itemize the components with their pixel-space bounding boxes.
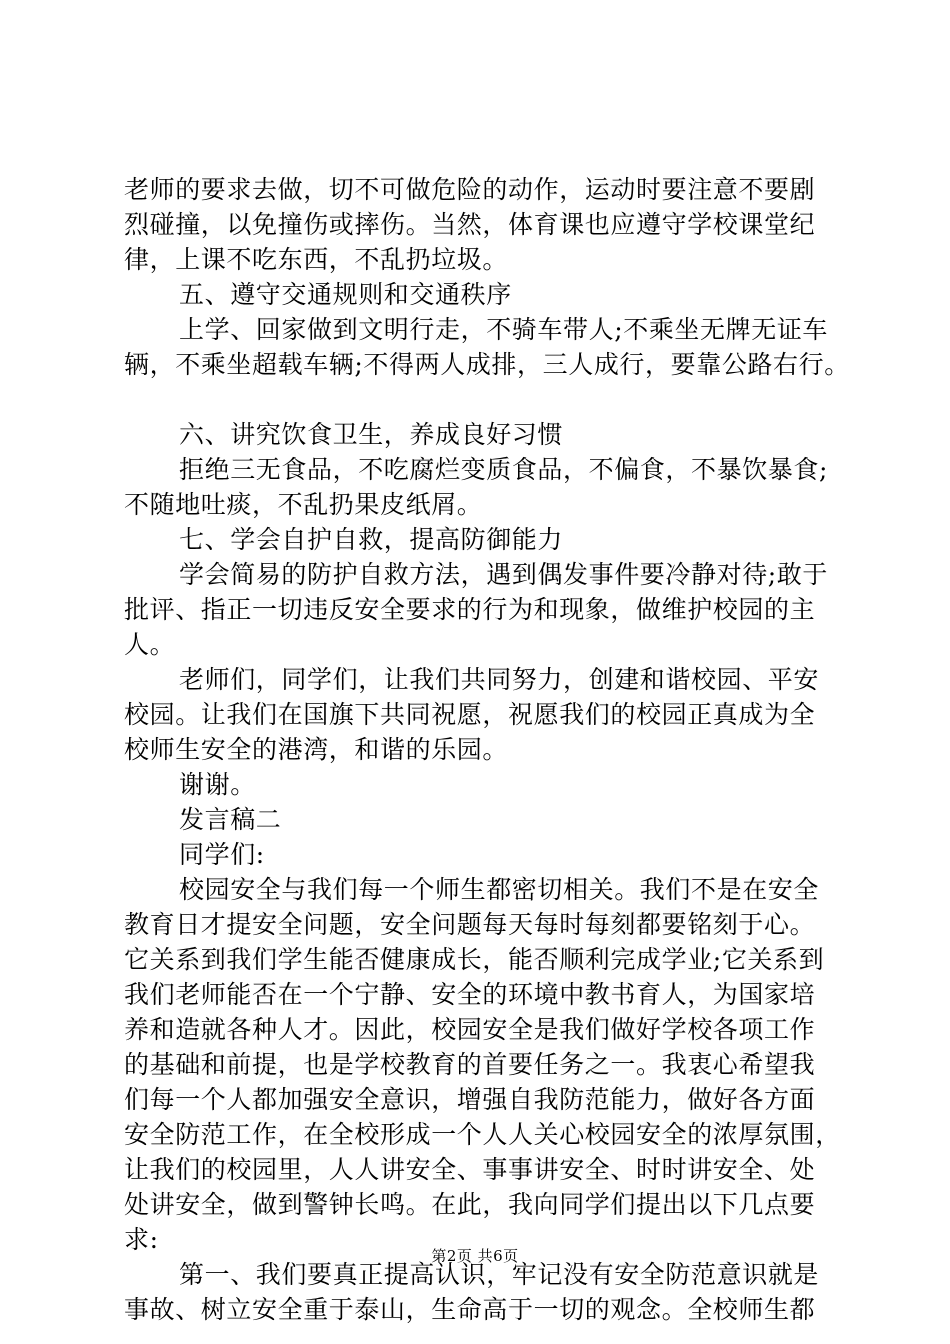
- body-line: 老师们，同学们，让我们共同努力，创建和谐校园、平安: [179, 665, 820, 694]
- document-body: [124, 172, 850, 1327]
- body-line: 安全防范工作，在全校形成一个人人关心校园安全的浓厚氛围，: [124, 1120, 841, 1149]
- body-line: 的基础和前提，也是学校教育的首要任务之一。我衷心希望我: [124, 1050, 816, 1079]
- body-line: 第一、我们要真正提高认识，牢记没有安全防范意识就是: [179, 1260, 820, 1289]
- section-heading: 七、学会自护自救，提高防御能力: [179, 525, 564, 554]
- body-line: 律，上课不吃东西，不乱扔垃圾。: [124, 245, 509, 274]
- body-line: 我们老师能否在一个宁静、安全的环境中教书育人，为国家培: [124, 980, 816, 1009]
- body-line: 烈碰撞，以免撞伤或摔伤。当然，体育课也应遵守学校课堂纪: [124, 210, 816, 239]
- body-line: 人。: [124, 630, 176, 659]
- body-line: 上学、回家做到文明行走，不骑车带人;不乘坐无牌无证车: [179, 315, 829, 344]
- body-line: 们每一个人都加强安全意识，增强自我防范能力，做好各方面: [124, 1085, 816, 1114]
- salutation: 同学们:: [179, 840, 265, 869]
- body-line: 教育日才提安全问题，安全问题每天每时每刻都要铭刻于心。: [124, 910, 816, 939]
- body-line: 不随地吐痰，不乱扔果皮纸屑。: [124, 490, 483, 519]
- body-line: 校师生安全的港湾，和谐的乐园。: [124, 735, 509, 764]
- body-line: 谢谢。: [179, 770, 256, 799]
- section-heading: 五、遵守交通规则和交通秩序: [179, 280, 512, 309]
- body-line: 让我们的校园里，人人讲安全、事事讲安全、时时讲安全、处: [124, 1155, 816, 1184]
- body-line: 校园。让我们在国旗下共同祝愿，祝愿我们的校园正真成为全: [124, 700, 816, 729]
- page-number-footer: 第2页 共6页: [431, 1247, 519, 1265]
- body-line: 老师的要求去做，切不可做危险的动作，运动时要注意不要剧: [124, 175, 816, 204]
- body-line: 拒绝三无食品，不吃腐烂变质食品，不偏食，不暴饮暴食;: [179, 455, 829, 484]
- body-line: 辆，不乘坐超载车辆;不得两人成排，三人成行，要靠公路右行。: [124, 350, 850, 379]
- body-line: 校园安全与我们每一个师生都密切相关。我们不是在安全: [179, 875, 820, 904]
- paragraph-gap: [124, 382, 840, 417]
- section-heading: 发言稿二: [179, 805, 282, 834]
- body-line: 求:: [124, 1225, 159, 1254]
- body-line: 批评、指正一切违反安全要求的行为和现象，做维护校园的主: [124, 595, 816, 624]
- body-line: 事故、树立安全重于泰山，生命高于一切的观念。全校师生都: [124, 1295, 816, 1324]
- body-line: 养和造就各种人才。因此，校园安全是我们做好学校各项工作: [124, 1015, 816, 1044]
- body-line: 它关系到我们学生能否健康成长，能否顺利完成学业;它关系到: [124, 945, 825, 974]
- body-line: 学会简易的防护自救方法，遇到偶发事件要冷静对待;敢于: [179, 560, 829, 589]
- section-heading: 六、讲究饮食卫生，养成良好习惯: [179, 420, 564, 449]
- body-line: 处讲安全，做到警钟长鸣。在此，我向同学们提出以下几点要: [124, 1190, 816, 1219]
